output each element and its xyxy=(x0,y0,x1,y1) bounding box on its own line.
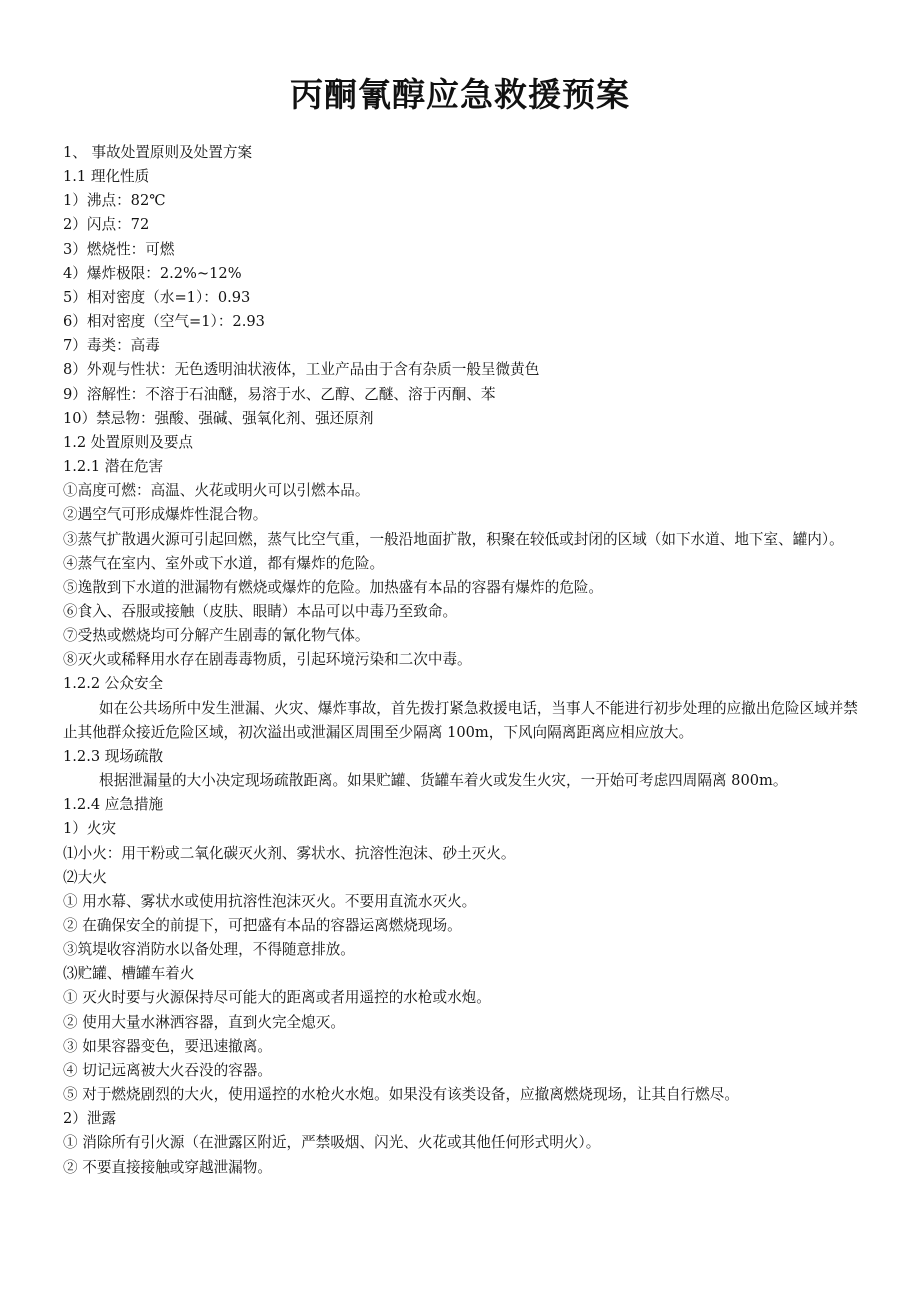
measure-item: ⑤ 对于燃烧剧烈的大火，使用遥控的水枪火水炮。如果没有该类设备，应撤离燃烧现场，让其自行燃尽。 xyxy=(63,1086,739,1104)
hazard-item: ③蒸气扩散遇火源可引起回燃，蒸气比空气重，一般沿地面扩散，积聚在较低或封闭的区域（如下水道、地下室、罐内）。 xyxy=(63,530,844,548)
measure-item: ⑴小火：用干粉或二氧化碳灭火剂、雾状水、抗溶性泡沫、砂土灭火。 xyxy=(63,844,516,862)
subsection-heading: 1.1 理化性质 xyxy=(63,168,150,186)
property-item: 6）相对密度（空气=1）：2.93 xyxy=(63,313,265,331)
subsection-heading: 1.2.2 公众安全 xyxy=(63,675,164,693)
measure-item: ③ 如果容器变色，要迅速撤离。 xyxy=(63,1037,272,1055)
measure-item: ① 灭火时要与火源保持尽可能大的距离或者用遥控的水枪或水炮。 xyxy=(63,989,491,1007)
measure-item: ③筑堤收容消防水以备处理，不得随意排放。 xyxy=(63,941,355,959)
property-item: 8）外观与性状：无色透明油状液体，工业产品由于含有杂质一般呈微黄色 xyxy=(63,361,540,379)
property-item: 2）闪点：72 xyxy=(63,216,150,234)
section-heading: 1、 事故处置原则及处置方案 xyxy=(63,144,253,161)
property-item: 7）毒类：高毒 xyxy=(63,337,160,355)
property-item: 5）相对密度（水=1）：0.93 xyxy=(63,288,251,306)
body-paragraph: 如在公共场所中发生泄漏、火灾、爆炸事故，首先拨打紧急救援电话，当事人不能进行初步处理的应撤出危险区域并禁止其他群众接近危险区域，初次溢出或泄漏区周围至少隔离 100m，下风向隔离距离应相应放大。 xyxy=(63,699,858,741)
hazard-item: ⑦受热或燃烧均可分解产生剧毒的氰化物气体。 xyxy=(63,627,370,645)
list-heading: 1）火灾 xyxy=(63,820,117,838)
hazard-item: ⑧灭火或稀释用水存在剧毒毒物质，引起环境污染和二次中毒。 xyxy=(63,651,472,669)
hazard-item: ①高度可燃：高温、火花或明火可以引燃本品。 xyxy=(63,482,370,500)
subsection-heading: 1.2.1 潜在危害 xyxy=(63,458,164,476)
document-body xyxy=(63,141,863,1180)
property-item: 9）溶解性：不溶于石油醚，易溶于水、乙醇、乙醚、溶于丙酮、苯 xyxy=(63,385,496,403)
measure-item: ① 用水幕、雾状水或使用抗溶性泡沫灭火。不要用直流水灭火。 xyxy=(63,892,477,910)
subsection-heading: 1.2.4 应急措施 xyxy=(63,796,164,814)
hazard-item: ⑤逸散到下水道的泄漏物有燃烧或爆炸的危险。加热盛有本品的容器有爆炸的危险。 xyxy=(63,578,603,596)
list-heading: ⑵大火 xyxy=(63,868,107,886)
subsection-heading: 1.2 处置原则及要点 xyxy=(63,433,194,451)
property-item: 3）燃烧性：可燃 xyxy=(63,240,175,258)
measure-item: ② 不要直接接触或穿越泄漏物。 xyxy=(63,1158,272,1176)
list-heading: ⑶贮罐、槽罐车着火 xyxy=(63,965,195,983)
subsection-heading: 1.2.3 现场疏散 xyxy=(63,747,164,765)
property-item: 10）禁忌物：强酸、强碱、强氧化剂、强还原剂 xyxy=(63,409,374,427)
measure-item: ④ 切记远离被大火吞没的容器。 xyxy=(63,1061,272,1079)
hazard-item: ④蒸气在室内、室外或下水道，都有爆炸的危险。 xyxy=(63,554,385,572)
measure-item: ① 消除所有引火源（在泄露区附近，严禁吸烟、闪光、火花或其他任何形式明火）。 xyxy=(63,1134,601,1152)
measure-item: ② 在确保安全的前提下，可把盛有本品的容器运离燃烧现场。 xyxy=(63,917,462,934)
property-item: 4）爆炸极限：2.2%~12% xyxy=(63,264,242,282)
body-paragraph: 根据泄漏量的大小决定现场疏散距离。如果贮罐、货罐车着火或发生火灾，一开始可考虑四周隔离 800m。 xyxy=(99,772,788,790)
hazard-item: ②遇空气可形成爆炸性混合物。 xyxy=(63,506,268,524)
measure-item: ② 使用大量水淋洒容器，直到火完全熄灭。 xyxy=(63,1013,345,1031)
property-item: 1）沸点：82℃ xyxy=(63,192,166,210)
list-heading: 2）泄露 xyxy=(63,1110,117,1128)
hazard-item: ⑥食入、吞服或接触（皮肤、眼睛）本品可以中毒乃至致命。 xyxy=(63,602,458,620)
document-title: 丙酮氰醇应急救援预案 xyxy=(290,75,630,114)
